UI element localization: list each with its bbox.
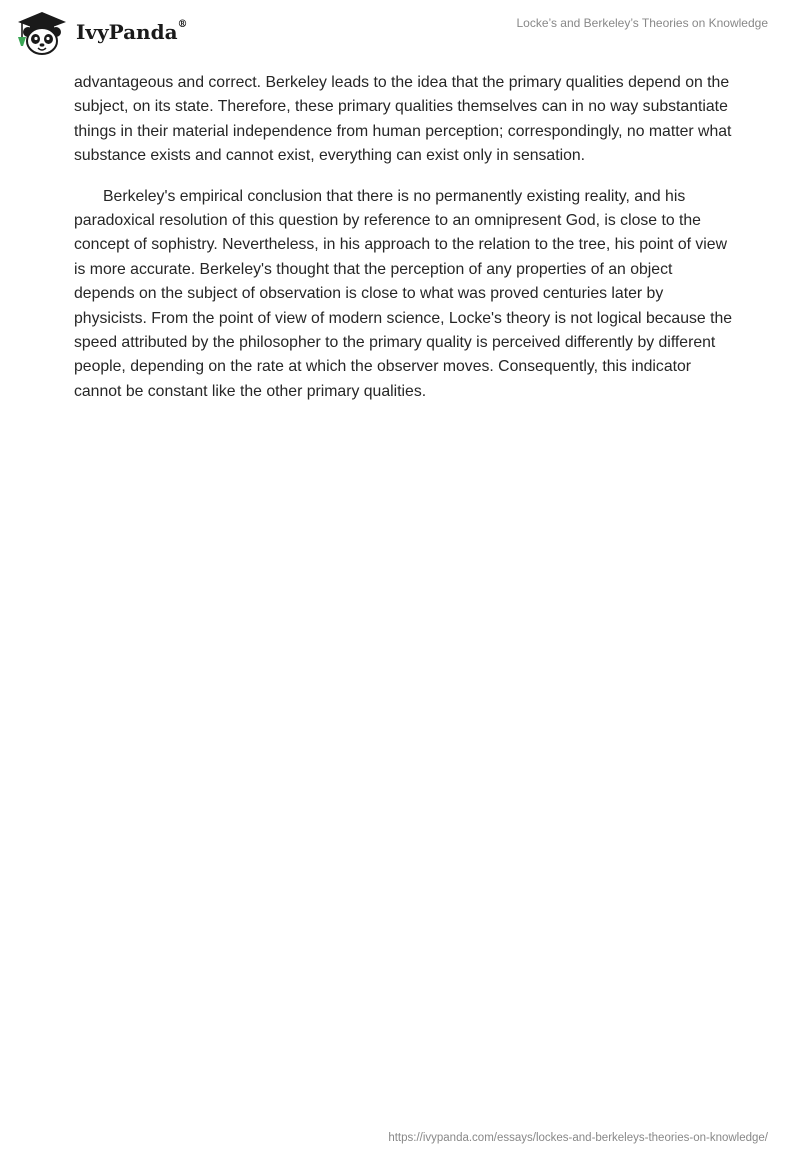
source-url[interactable]: https://ivypanda.com/essays/lockes-and-berkeleys-theories-on-knowledge/ — [388, 1132, 768, 1144]
essay-body — [74, 71, 734, 420]
panda-graduate-icon — [14, 10, 70, 56]
paragraph: Berkeley's empirical conclusion that there is no permanently existing reality, and his paradoxical resolution of this question by reference to an omnipresent God, is close to the concept of sophistry. Nevertheless, in his approach to the relation to the tree, his point of view is more accurate. Berkeley's thought that the perception of any properties of an object depends on the subject of observation is close to what was proved centuries later by physicists. From the point of view of modern science, Locke's theory is not logical because the speed attributed by the philosopher to the primary quality is perceived differently by different people, depending on the rate at which the observer moves. Consequently, this indicator cannot be constant like the other primary qualities. — [74, 187, 733, 400]
registered-mark: ® — [177, 19, 188, 31]
brand-logo[interactable] — [14, 10, 204, 60]
paragraph: advantageous and correct. Berkeley leads to the idea that the primary qualities depend on the subject, on its state. Therefore, these primary qualities themselves can in no way substantiate things in their material independence from human perception; correspondingly, no matter what substance exists and cannot exist, everything can exist only in sensation. — [74, 74, 732, 165]
document-title: Locke’s and Berkeley’s Theories on Knowledge — [516, 16, 768, 30]
brand-name: IvyPanda® — [76, 19, 188, 44]
